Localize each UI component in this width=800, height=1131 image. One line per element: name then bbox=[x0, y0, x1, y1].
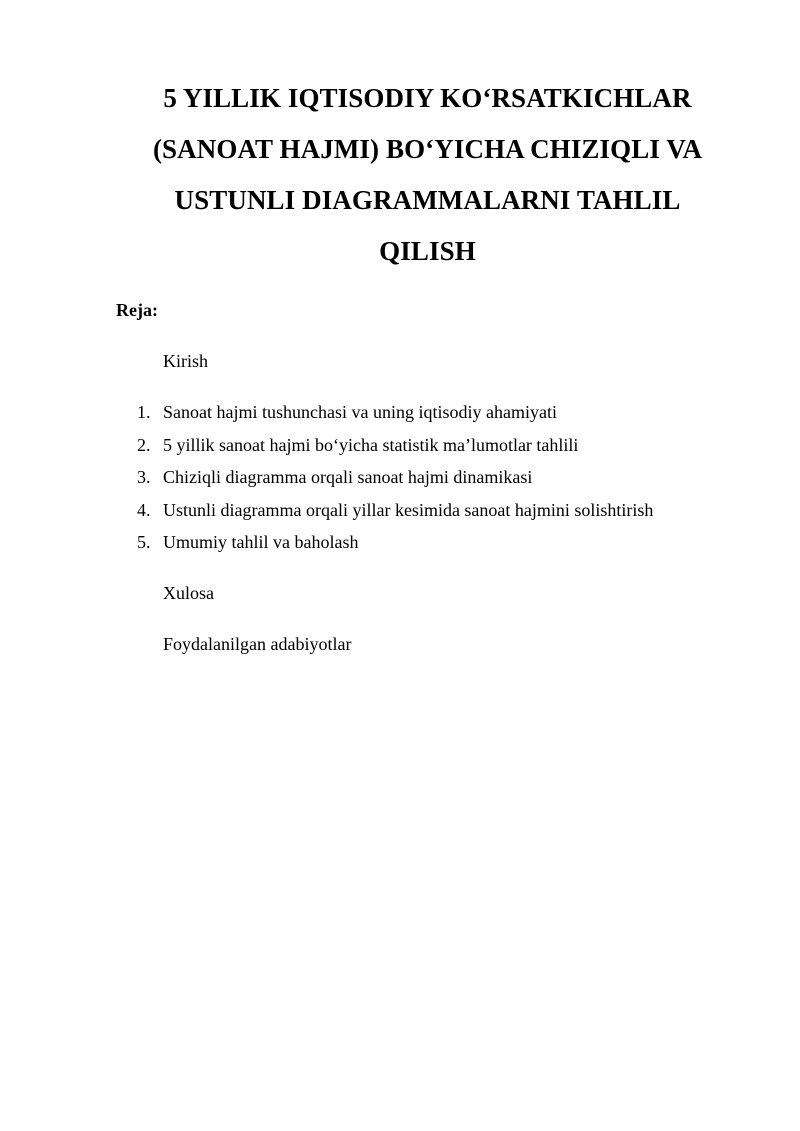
document-title bbox=[105, 73, 750, 277]
plan-item-text: Ustunli diagramma orqali yillar kesimida sanoat hajmini solishtirish bbox=[163, 499, 654, 520]
plan-heading: Reja: bbox=[116, 300, 158, 320]
plan-item bbox=[137, 498, 653, 531]
title-line: (SANOAT HAJMI) BO‘YICHA CHIZIQLI VA bbox=[152, 134, 703, 164]
plan-item bbox=[137, 433, 653, 466]
plan-item-number: 4. bbox=[137, 499, 151, 520]
plan-item bbox=[137, 465, 653, 498]
title-line: QILISH bbox=[379, 236, 476, 266]
plan-list bbox=[137, 400, 653, 563]
plan-item-text: Umumiy tahlil va baholash bbox=[163, 532, 359, 552]
plan-item-number: 3. bbox=[137, 467, 151, 487]
plan-conclusion: Xulosa bbox=[163, 583, 214, 603]
plan-item-text: 5 yillik sanoat hajmi bo‘yicha statistik ma’lumotlar tahlili bbox=[163, 434, 579, 455]
title-line: 5 YILLIK IQTISODIY KO‘RSATKICHLAR bbox=[163, 83, 692, 113]
plan-intro: Kirish bbox=[163, 351, 208, 371]
plan-item-text: Chiziqli diagramma orqali sanoat hajmi dinamikasi bbox=[163, 467, 533, 487]
plan-item-number: 2. bbox=[137, 434, 151, 455]
plan-item-text: Sanoat hajmi tushunchasi va uning iqtisodiy ahamiyati bbox=[163, 402, 557, 422]
title-line: USTUNLI DIAGRAMMALARNI TAHLIL bbox=[174, 185, 681, 215]
plan-item-number: 1. bbox=[137, 402, 151, 422]
plan-item bbox=[137, 530, 653, 563]
plan-item-number: 5. bbox=[137, 532, 151, 552]
plan-item bbox=[137, 400, 653, 433]
plan-references: Foydalanilgan adabiyotlar bbox=[163, 634, 352, 654]
